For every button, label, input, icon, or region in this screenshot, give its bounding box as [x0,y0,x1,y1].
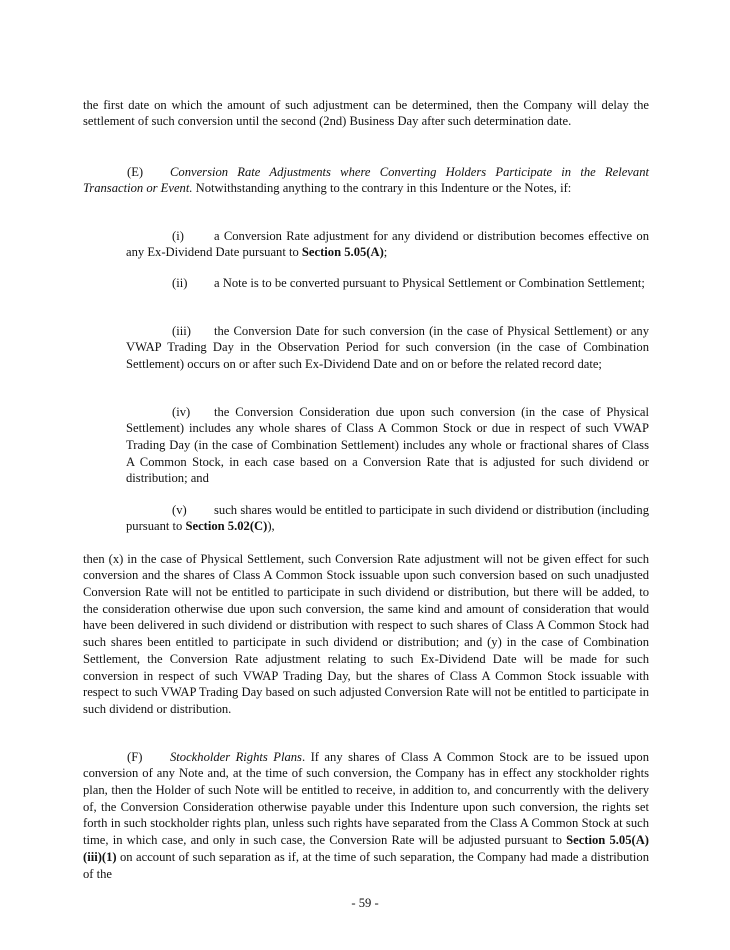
paragraph-f-heading: Stockholder Rights Plans [170,749,302,764]
paragraph-e-label: (E) [127,164,144,179]
paragraph-e-heading: Conversion Rate Adjustments where Converting Holders Participate in the Relevant Transaction or Event. [83,164,649,196]
list-item-v: (v) such shares would be entitled to participate in such dividend or distribution (including pursuant to Section 5.02(C)), [126,502,649,534]
paragraph-e-body: Notwithstanding anything to the contrary in this Indenture or the Notes, if: [192,181,572,196]
paragraph-then: then (x) in the case of Physical Settlement, such Conversion Rate adjustment will not be given effect for such conversion and the shares of Class A Common Stock issuable upon such conversion based on such unadjusted Conversion Rate will not be entitled to participate in such dividend or distribution, but there will be added, to the consideration otherwise due upon such conversion, the same kind and amount of consideration that would have been delivered in such dividend or distribution with respect to such shares of Class A Common Stock had such shares been entitled to participate in such dividend or distribution; and (y) in the case of Combination Settlement, the Conversion Rate adjustment relating to such Ex-Dividend Date will be made for such conversion in respect of such VWAP Trading Day, but the shares of Class A Common Stock issuable with respect to such VWAP Trading Day based on such adjusted Conversion Rate will not be entitled to participate in such dividend or distribution. [83,551,649,716]
section-reference: Section 5.05(A)(iii)(1) [83,833,649,864]
paragraph-f-label: (F) [127,749,143,764]
list-item-label: (ii) [172,275,188,290]
list-item-label: (v) [172,502,187,517]
list-item-ii: (ii) a Note is to be converted pursuant to Physical Settlement or Combination Settlement; [172,275,645,290]
section-reference: Section 5.05(A) [301,245,384,260]
section-reference: Section 5.02(C) [185,519,268,534]
page-number: - 59 - [351,896,379,910]
list-item-label: (i) [172,228,184,243]
list-item-label: (iv) [172,404,191,419]
paragraph-continuation: the first date on which the amount of such adjustment can be determined, then the Company will delay the settlement of such conversion until the second (2nd) Business Day after such determination date. [83,97,649,129]
list-item-iv: (iv) the Conversion Consideration due upon such conversion (in the case of Physical Settlement) includes any whole shares of Class A Common Stock or due in respect of such VWAP Trading Day (in the case of Combination Settlement) includes any whole or fractional shares of Class A Common Stock, in each case based on a Conversion Rate that is adjusted for such dividend or distribution; and [126,404,649,486]
list-item-iii: (iii) the Conversion Date for such conversion (in the case of Physical Settlement) or any VWAP Trading Day in the Observation Period for such conversion (in the case of Combination Settlement) occurs on or after such Ex-Dividend Date and on or before the related record date; [126,323,649,371]
list-item-i: (i) a Conversion Rate adjustment for any dividend or distribution becomes effective on any Ex-Dividend Date pursuant to Section 5.05(A); [126,228,649,260]
paragraph-f: (F) Stockholder Rights Plans. If any shares of Class A Common Stock are to be issued upon conversion of any Note and, at the time of such conversion, the Company has in effect any stockholder rights plan, then the Holder of such Note will be entitled to receive, in addition to, and concurrently with the delivery of, the Conversion Consideration otherwise payable under this Indenture upon such conversion, the rights set forth in such stockholder rights plan, unless such rights have separated from the Class A Common Stock at such time, in which case, and only in such case, the Conversion Rate will be adjusted pursuant to Section 5.05(A)(iii)(1) on account of such separation as if, at the time of such separation, the Company had made a distribution of the [83,749,650,881]
paragraph-e [83,164,649,197]
list-item-label: (iii) [172,323,191,338]
